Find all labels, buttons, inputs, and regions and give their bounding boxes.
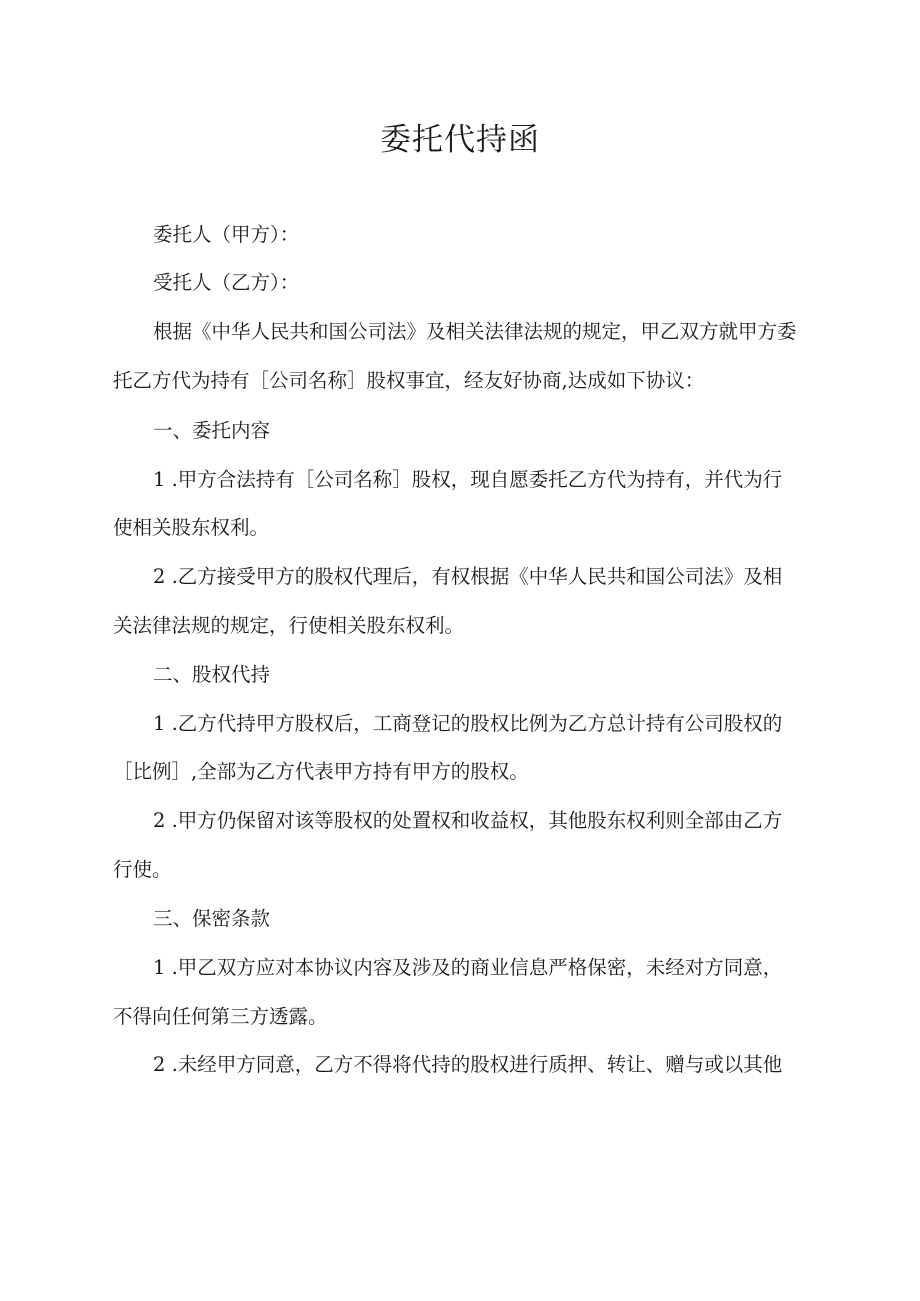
clause-2-2-line-1: 2 .甲方仍保留对该等股权的处置权和收益权，其他股东权利则全部由乙方: [153, 809, 783, 832]
section-heading-3: 三、保密条款: [153, 907, 271, 930]
clause-1-2-line-1: 2 .乙方接受甲方的股权代理后，有权根据《中华人民共和国公司法》及相: [153, 565, 783, 588]
clause-3-1-line-2: 不得向任何第三方透露。: [113, 1005, 328, 1028]
clause-2-2-line-2: 行使。: [113, 858, 172, 881]
section-heading-1: 一、委托内容: [153, 419, 271, 442]
principal-party-line: 委托人（甲方）：: [153, 223, 300, 246]
clause-2-1-line-1: 1 .乙方代持甲方股权后，工商登记的股权比例为乙方总计持有公司股权的: [153, 712, 783, 735]
preamble-line-2: 托乙方代为持有［公司名称］股权事宜，经友好协商,达成如下协议：: [113, 369, 705, 392]
clause-1-2-line-2: 关法律法规的规定，行使相关股东权利。: [113, 614, 465, 637]
clause-1-1-line-2: 使相关股东权利。: [113, 516, 270, 539]
document-title: 委托代持函: [380, 122, 540, 158]
clause-3-1-line-1: 1 .甲乙双方应对本协议内容及涉及的商业信息严格保密，未经对方同意，: [153, 956, 783, 979]
trustee-party-line: 受托人（乙方）：: [153, 271, 300, 294]
clause-1-1-line-1: 1 .甲方合法持有［公司名称］股权，现自愿委托乙方代为持有，并代为行: [153, 468, 783, 491]
section-heading-2: 二、股权代持: [153, 663, 271, 686]
preamble-line-1: 根据《中华人民共和国公司法》及相关法律法规的规定，甲乙双方就甲方委: [153, 320, 797, 343]
clause-2-1-line-2: ［比例］,全部为乙方代表甲方持有甲方的股权。: [113, 760, 529, 783]
clause-3-2-line-1: 2 .未经甲方同意，乙方不得将代持的股权进行质押、转让、赠与或以其他: [153, 1053, 783, 1076]
